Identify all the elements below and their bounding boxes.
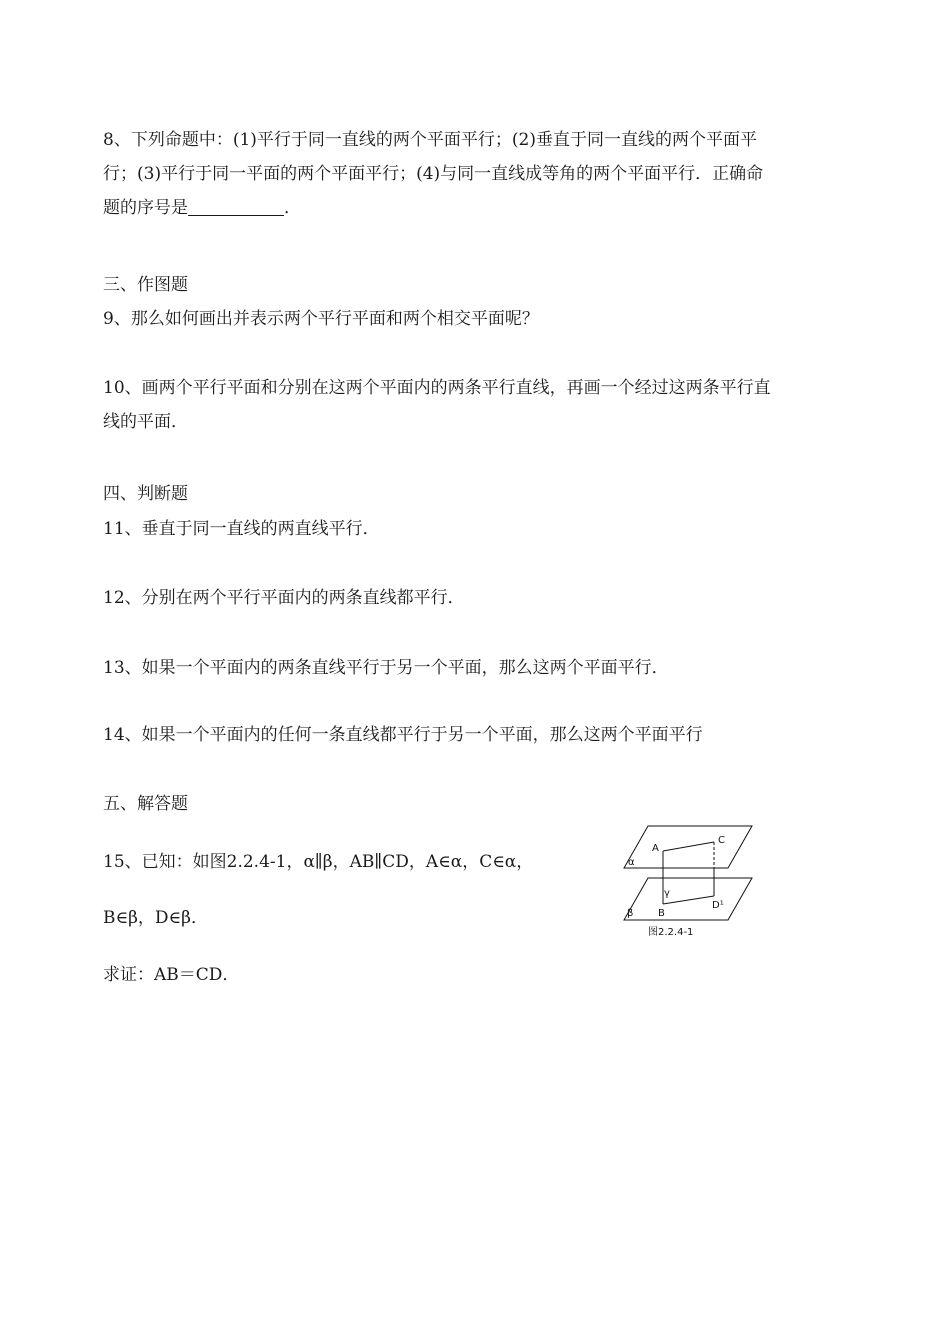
question-14: 14、如果一个平面内的任何一条直线都平行于另一个平面，那么这两个平面平行 — [103, 725, 703, 745]
question-8-prefix: 题的序号是 — [103, 198, 188, 218]
label-alpha: α — [628, 857, 635, 868]
segment-bd — [663, 896, 714, 904]
question-8-suffix: ． — [284, 198, 301, 218]
label-beta: β — [627, 908, 634, 919]
question-10-line-1: 10、画两个平行平面和分别在这两个平面内的两条平行直线，再画一个经过这两条平行直 — [103, 378, 771, 398]
question-11: 11、垂直于同一直线的两直线平行． — [103, 519, 380, 539]
question-8-line-3 — [103, 191, 848, 225]
answer-blank[interactable] — [188, 195, 284, 216]
section-4-heading: 四、判断题 — [103, 484, 188, 504]
question-15-line-1: 15、已知：如图2.2.4-1，α∥β，AB∥CD，A∈α，C∈α， — [103, 852, 534, 872]
question-9: 9、那么如何画出并表示两个平行平面和两个相交平面呢？ — [103, 309, 539, 329]
question-15-line-2: B∈β，D∈β． — [103, 908, 208, 928]
figure-caption: 图2.2.4-1 — [648, 927, 694, 938]
question-13: 13、如果一个平面内的两条直线平行于另一个平面，那么这两个平面平行． — [103, 658, 669, 678]
question-15-line-3: 求证：AB＝CD． — [103, 965, 240, 985]
section-3-heading: 三、作图题 — [103, 275, 188, 295]
question-8-line-2: 行；(3)平行于同一平面的两个平面平行；(4)与同一直线成等角的两个平面平行．正确命 — [103, 164, 764, 184]
question-8-line-1: 8、下列命题中：(1)平行于同一直线的两个平面平行；(2)垂直于同一直线的两个平面平 — [103, 130, 757, 150]
question-8 — [103, 123, 848, 225]
segment-ac — [663, 842, 714, 851]
parallel-planes-figure — [618, 818, 758, 938]
label-c: C — [718, 835, 725, 846]
question-10 — [103, 371, 848, 439]
section-5-heading: 五、解答题 — [103, 794, 188, 814]
question-12: 12、分别在两个平行平面内的两条直线都平行． — [103, 588, 465, 608]
question-10-line-2: 线的平面． — [103, 412, 188, 432]
label-b: B — [658, 908, 665, 919]
parallel-planes-diagram — [618, 818, 758, 938]
label-a: A — [652, 843, 659, 854]
label-d: D¹ — [712, 900, 724, 911]
label-gamma: γ — [664, 888, 670, 899]
plane-beta — [624, 878, 752, 920]
